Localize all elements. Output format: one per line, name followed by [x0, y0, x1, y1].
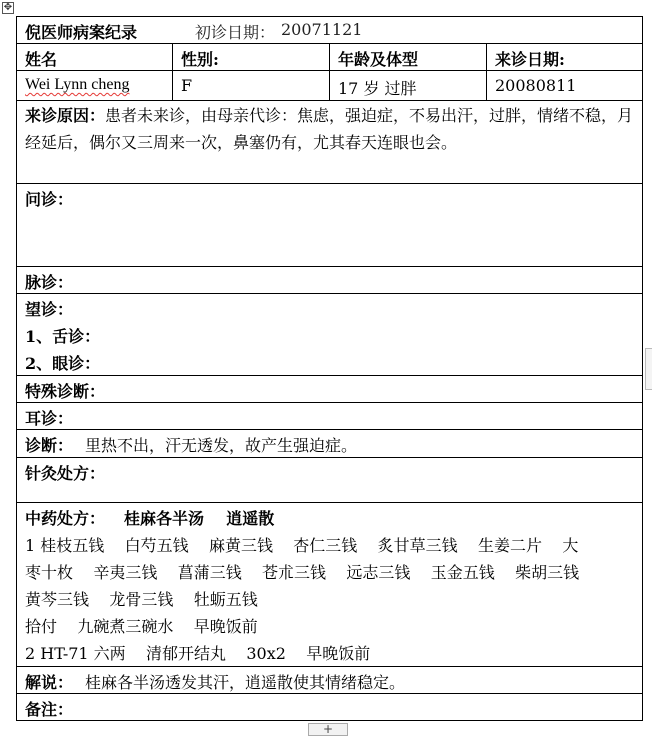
- herbal-line-4: 拾付 九碗煮三碗水 早晚饭前: [25, 617, 258, 636]
- herbal-formulas: 桂麻各半汤 逍遥散: [124, 509, 275, 528]
- first-visit-label: 初诊日期：: [195, 23, 276, 42]
- table-move-handle-icon[interactable]: ✥: [3, 2, 13, 13]
- table-resize-handle[interactable]: [645, 348, 652, 390]
- eye-diagnosis-label: 2、眼诊：: [25, 354, 101, 373]
- notes-label: 备注：: [25, 700, 74, 719]
- info-value-row: [17, 71, 642, 101]
- age-value-cell: [330, 71, 487, 100]
- age-header-cell: [330, 44, 487, 70]
- reason-row: [17, 101, 642, 184]
- medical-record-table: [16, 16, 643, 721]
- diagnosis-label: 诊断：: [25, 436, 74, 455]
- ear-row: [17, 403, 642, 430]
- ear-diagnosis-label: 耳诊：: [25, 409, 74, 428]
- patient-age-body: 17 岁 过胖: [338, 79, 417, 98]
- patient-gender: F: [181, 76, 193, 95]
- diagnosis-text: 里热不出，汗无透发，故产生强迫症。: [85, 436, 358, 455]
- special-row: [17, 376, 642, 403]
- add-row-button[interactable]: +: [308, 723, 348, 736]
- inspection-row: [17, 294, 642, 376]
- age-body-header: 年龄及体型: [338, 50, 419, 69]
- reason-paragraph: [25, 102, 636, 156]
- name-value-cell: [17, 71, 173, 100]
- diagnosis-row: [17, 430, 642, 458]
- tongue-diagnosis-label: 1、舌诊：: [25, 327, 101, 346]
- explanation-row: [17, 667, 642, 694]
- herbal-line-2: 枣十枚 辛夷三钱 菖蒲三钱 苍朮三钱 远志三钱 玉金五钱 柴胡三钱: [25, 563, 580, 582]
- herbal-row: [17, 503, 642, 667]
- herbal-line-3: 黄芩三钱 龙骨三钱 牡蛎五钱: [25, 590, 258, 609]
- acupuncture-row: [17, 458, 642, 503]
- pulse-label: 脉诊：: [25, 273, 74, 292]
- explanation-text: 桂麻各半汤透发其汗，逍遥散使其情绪稳定。: [85, 673, 406, 692]
- inspection-label: 望诊：: [25, 300, 74, 319]
- gender-header: 性别:: [181, 50, 219, 69]
- name-header-cell: [17, 44, 173, 70]
- herbal-line-5: 2 HT-71 六两 清郁开结丸 30x2 早晚饭前: [25, 644, 371, 663]
- inquiry-label: 问诊：: [25, 190, 74, 209]
- acupuncture-label: 针灸处方：: [25, 464, 106, 483]
- visit-date-header: 来诊日期:: [495, 50, 565, 69]
- first-visit-date: 20071121: [281, 20, 363, 39]
- gender-header-cell: [173, 44, 330, 70]
- pulse-row: [17, 267, 642, 294]
- inquiry-row: [17, 184, 642, 267]
- visit-date-value-cell: [487, 71, 642, 100]
- visit-date: 20080811: [495, 76, 577, 95]
- explanation-label: 解说：: [25, 673, 74, 692]
- herbal-label: 中药处方：: [25, 509, 106, 528]
- visit-date-header-cell: [487, 44, 642, 70]
- reason-label: 来诊原因：: [25, 106, 106, 125]
- gender-value-cell: [173, 71, 330, 100]
- patient-name: Wei Lynn cheng: [25, 76, 130, 93]
- title-row: [17, 17, 642, 44]
- herbal-line-1: 1 桂枝五钱 白芍五钱 麻黄三钱 杏仁三钱 炙甘草三钱 生姜二片 大: [25, 536, 579, 555]
- name-header: 姓名: [25, 50, 58, 69]
- notes-row: [17, 694, 642, 720]
- reason-text: 患者未来诊，由母亲代诊：焦虑，强迫症，不易出汗，过胖，情绪不稳，月经延后，偶尔又三周来一次，鼻塞仍有，尤其春天连眼也会。: [25, 106, 634, 152]
- info-header-row: [17, 44, 642, 71]
- record-title: 倪医师病案纪录: [25, 23, 138, 42]
- special-diagnosis-label: 特殊诊断：: [25, 382, 106, 401]
